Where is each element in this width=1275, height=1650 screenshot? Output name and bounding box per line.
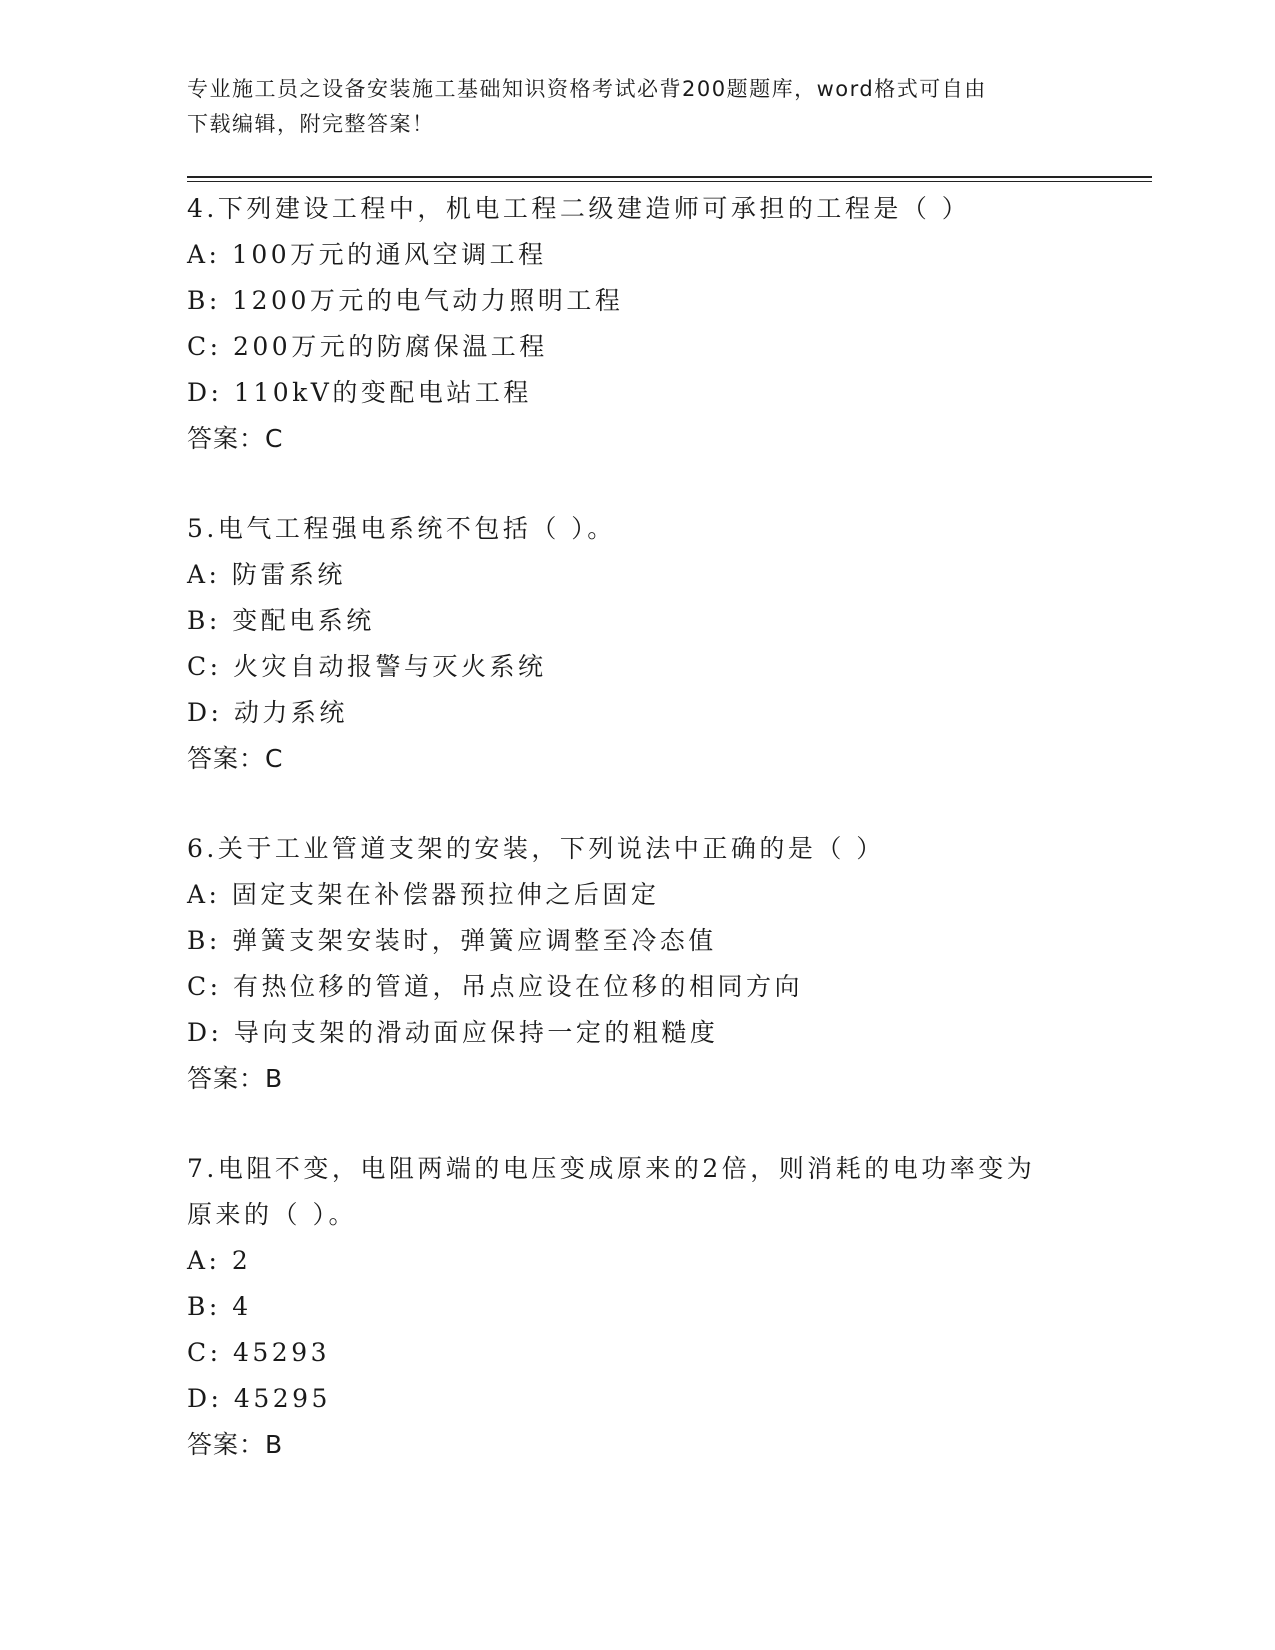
answer-line: 答案：B <box>187 1064 284 1093</box>
option-c: C: 200万元的防腐保温工程 <box>187 332 548 361</box>
option-d: D: 动力系统 <box>187 698 348 727</box>
header-line-2: 下载编辑，附完整答案！ <box>187 112 435 136</box>
question-list <box>187 186 1107 1512</box>
question-stem: 4.下列建设工程中，机电工程二级建造师可承担的工程是（ ） <box>187 194 971 223</box>
question-4 <box>187 186 1107 462</box>
question-stem-line-1: 7.电阻不变，电阻两端的电压变成原来的2倍，则消耗的电功率变为 <box>187 1154 1036 1183</box>
option-c: C: 有热位移的管道，吊点应设在位移的相同方向 <box>187 972 803 1001</box>
document-header <box>187 72 1067 142</box>
answer-line: 答案：C <box>187 744 284 773</box>
option-a: A: 100万元的通风空调工程 <box>187 240 547 269</box>
header-line-1: 专业施工员之设备安装施工基础知识资格考试必背200题题库，word格式可自由 <box>187 77 987 101</box>
question-stem: 5.电气工程强电系统不包括（ ）。 <box>187 514 616 543</box>
option-b: B: 1200万元的电气动力照明工程 <box>187 286 624 315</box>
option-d: D: 110kV的变配电站工程 <box>187 378 532 407</box>
option-a: A: 2 <box>187 1246 252 1275</box>
option-b: B: 弹簧支架安装时，弹簧应调整至冷态值 <box>187 926 717 955</box>
header-divider-thin <box>187 181 1152 182</box>
option-d: D: 45295 <box>187 1384 331 1413</box>
answer-line: 答案：C <box>187 424 284 453</box>
option-d: D: 导向支架的滑动面应保持一定的粗糙度 <box>187 1018 719 1047</box>
question-stem-line-2: 原来的（ ）。 <box>187 1200 357 1229</box>
question-7 <box>187 1146 1107 1468</box>
option-a: A: 防雷系统 <box>187 560 346 589</box>
option-b: B: 变配电系统 <box>187 606 375 635</box>
question-6 <box>187 826 1107 1102</box>
option-c: C: 火灾自动报警与灭火系统 <box>187 652 547 681</box>
answer-line: 答案：B <box>187 1430 284 1459</box>
header-divider-thick <box>187 176 1152 178</box>
question-stem: 6.关于工业管道支架的安装，下列说法中正确的是（ ） <box>187 834 885 863</box>
option-a: A: 固定支架在补偿器预拉伸之后固定 <box>187 880 660 909</box>
option-c: C: 45293 <box>187 1338 331 1367</box>
option-b: B: 4 <box>187 1292 252 1321</box>
question-5 <box>187 506 1107 782</box>
